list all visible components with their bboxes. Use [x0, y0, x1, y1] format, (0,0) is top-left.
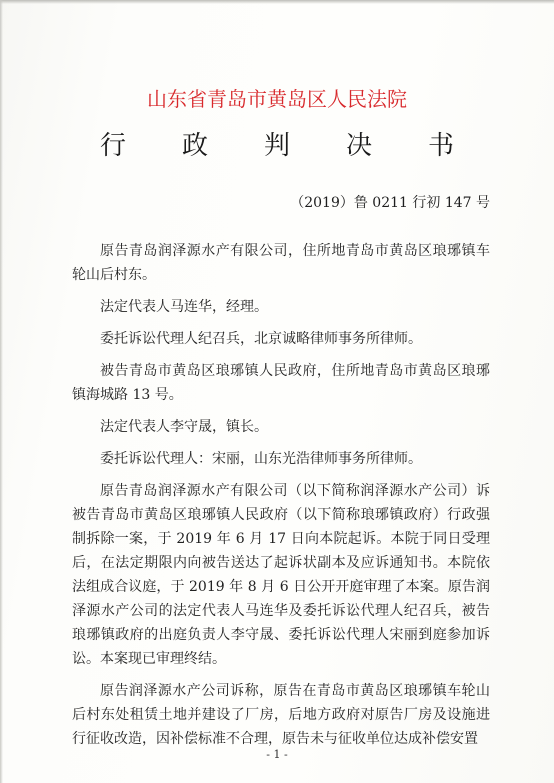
judgment-body	[72, 239, 490, 759]
paragraph-defendant-representative: 法定代表人李守晟，镇长。	[100, 419, 268, 435]
court-name: 山东省青岛市黄岛区人民法院	[147, 87, 407, 111]
scan-edge-left	[0, 0, 3, 783]
paragraph-plaintiff-representative: 法定代表人马连华，经理。	[100, 299, 268, 315]
paragraph-plaintiff: 原告青岛润泽源水产有限公司，住所地青岛市黄岛区琅琊镇车轮山后村东。	[72, 243, 490, 283]
paragraph-case-procedure: 原告青岛润泽源水产有限公司（以下简称润泽源水产公司）诉被告青岛市黄岛区琅琊镇人民政府（以下简称琅琊镇政府）行政强制拆除一案，于 2019 年 6 月 17 日向本院起诉。本院于同日受理后，在法定期限内向被告送达了起诉状副本及应诉通知书。本院依法组成合议庭，于 2019 年 8 月 6 日公开开庭审理了本案。原告润泽源水产公司的法定代表人马连华及委托诉讼代理人纪召兵，被告琅琊镇政府的出庭负责人李守晟、委托诉讼代理人宋丽到庭参加诉讼。本案现已审理终结。	[72, 483, 490, 667]
title-char: 判	[263, 131, 290, 161]
document-title	[100, 128, 454, 164]
paragraph-defendant: 被告青岛市黄岛区琅琊镇人民政府，住所地青岛市黄岛区琅琊镇海城路 13 号。	[72, 363, 490, 403]
title-char: 政	[181, 131, 208, 161]
title-char: 书	[427, 131, 454, 161]
page-number: - 1 -	[266, 748, 288, 761]
title-char: 决	[345, 131, 372, 161]
paragraph-defendant-agent: 委托诉讼代理人：宋丽，山东光浩律师事务所律师。	[100, 451, 422, 467]
title-char: 行	[100, 131, 127, 161]
paragraph-plaintiff-agent: 委托诉讼代理人纪召兵，北京诚略律师事务所律师。	[100, 331, 422, 347]
paragraph-plaintiff-claim: 原告润泽源水产公司诉称，原告在青岛市黄岛区琅琊镇车轮山后村东处租赁土地并建设了厂房，后地方政府对原告厂房及设施进行征收改造，因补偿标准不合理，原告未与征收单位达成补偿安置	[72, 683, 490, 747]
case-number: （2019）鲁 0211 行初 147 号	[290, 195, 490, 211]
scan-edge-top	[0, 0, 554, 4]
